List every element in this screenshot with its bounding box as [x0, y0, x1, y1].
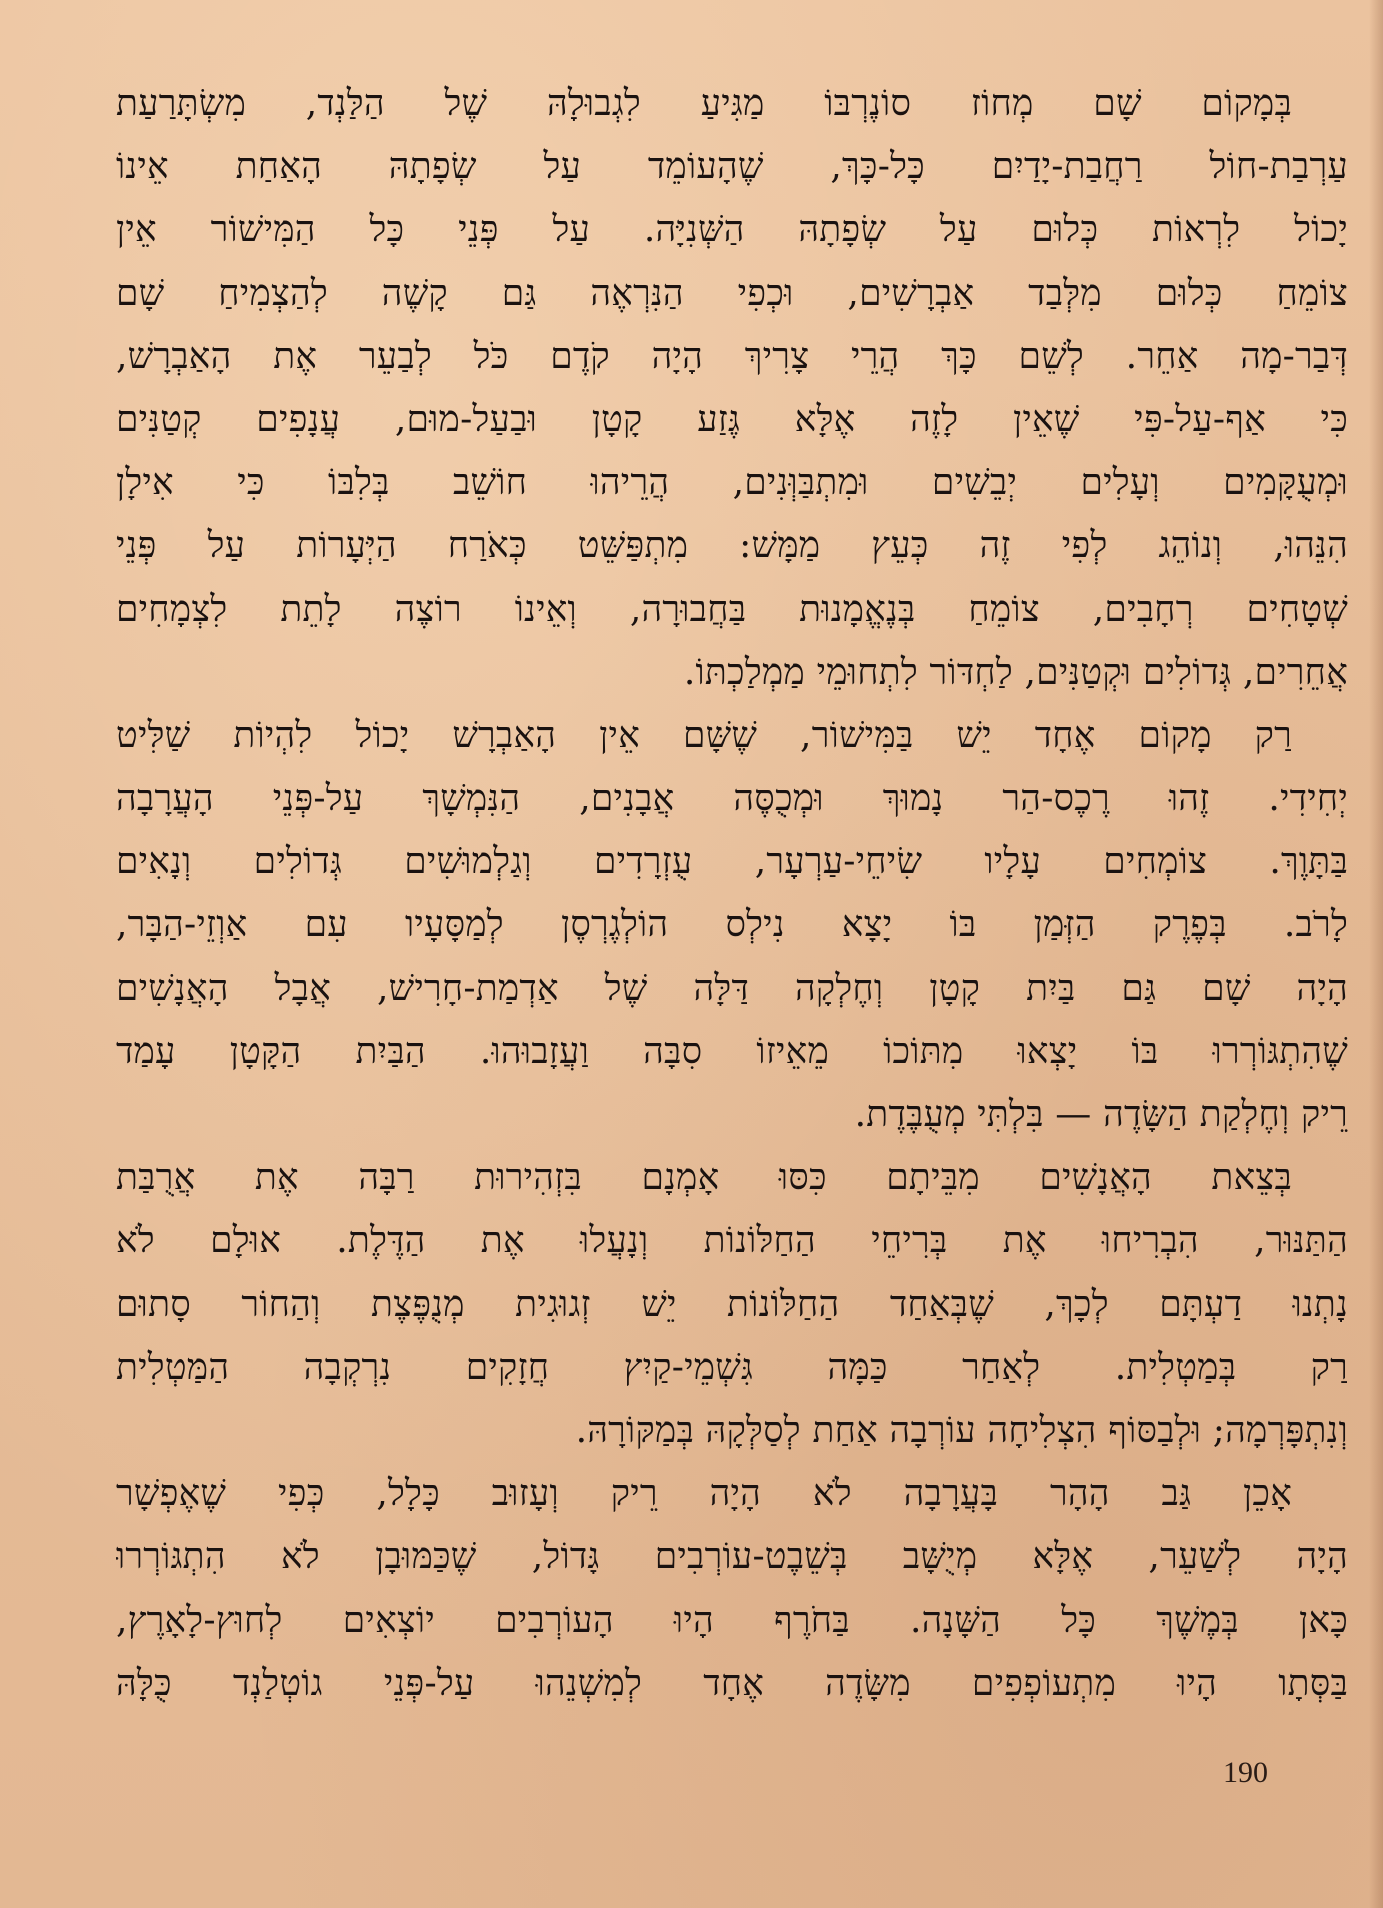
text-line: צוֹמֵחַ כְּלוּם מִלְּבַד אַבְרָשִׁים, וּכְפִי הַנִּרְאֶה גַּם קָשֶׁה לְהַצְמִיחַ שָׁם — [116, 272, 1348, 314]
text-line: בַּתָּוֶךְ. צוֹמְחִים עָלָיו שִׂיחֵי-עַרְעָר, עֻזְרָדִים וְגַלְמוּשִׁים גְּדוֹלִים וְנָאִים — [116, 841, 1348, 883]
text-line: הִנֵּהוּ, וְנוֹהֵג לְפִי זֶה כְּעֵץ מַמָּשׁ: מִתְפַּשֵּׁט כְּאֹרַח הַיְּעָרוֹת עַל פְּנֵי — [116, 525, 1348, 567]
paragraph-4 — [116, 1462, 1348, 1715]
text-line: לָרֹב. בְּפֶרֶק הַזְּמַן בּוֹ יָצָא נִילְס הוֹלְגֶרְסֶן לְמַסָּעָיו עִם אַוְזֵי-הַבָּר, — [116, 904, 1348, 946]
page-number: 190 — [1223, 1756, 1268, 1789]
text-line: שְׁטָחִים רְחָבִים, צוֹמֵחַ בְּנֶאֱמָנוּת בַּחֲבוּרָה, וְאֵינוֹ רוֹצֶה לָתֵת לִצְמָחִים — [116, 588, 1348, 630]
text-line: רֵיק וְחֶלְקַת הַשָּׂדֶה — בִּלְתִּי מְעֻבֶּדֶת. — [854, 1094, 1348, 1135]
text-line: הָיָה שָׁם גַּם בַּיִת קָטָן וְחֶלְקָה דַּלָּה שֶׁל אַדְמַת-חָרִישׁ, אֲבָל הָאֲנָשִׁים — [116, 967, 1348, 1009]
text-line: כָּאן בְּמֶשֶׁךְ כָּל הַשָּׁנָה. בַּחֹרֶף הָיוּ הָעוֹרְבִים יוֹצְאִים לְחוּץ-לָאָרֶץ, — [116, 1599, 1348, 1641]
text-line: כִּי אַף-עַל-פִּי שֶׁאֵין לָזֶה אֶלָּא גֶּזַע קָטָן וּבַעַל-מוּם, עֲנָפִים קְטַנִּים — [116, 398, 1348, 440]
body-text — [116, 72, 1348, 1715]
text-line: אָכֵן גַּב הָהָר בָּעֲרָבָה לֹא הָיָה רֵיק וְעָזוּב כָּלָל, כְּפִי שֶׁאֶפְשָׁר — [116, 1473, 1292, 1515]
paragraph-1 — [116, 72, 1348, 704]
text-line: יָכוֹל לִרְאוֹת כְּלוּם עַל שְׂפָתָהּ הַשְּׁנִיָּה. עַל פְּנֵי כָּל הַמִּישׁוֹר אֵין — [116, 209, 1348, 251]
text-line: רַק מָקוֹם אֶחָד יֵשׁ בַּמִּישׁוֹר, שֶׁשָּׁם אֵין הָאַבְרָשׁ יָכוֹל לִהְיוֹת שַׁלִּיט — [116, 714, 1292, 756]
text-line: וְנִתְפָּרְמָה; וּלְבַסּוֹף הִצְלִיחָה עוֹרְבָה אַחַת לְסַלְּקָהּ בְּמַקּוֹרָהּ. — [575, 1409, 1348, 1451]
text-line: בְּמָקוֹם שָׁם מְחוֹז סוֹנֶרְבּוֹ מַגִּיעַ לִגְבוּלָהּ שֶׁל הַלַּנְד, מִשְׂתָּרַעַת — [116, 83, 1292, 124]
text-line: וּמְעֻקָּמִים וְעָלִים יְבֵשִׁים וּמִתְבַּוְּנִים, הֲרֵיהוּ חוֹשֵׁב בְּלִבּוֹ כִּי אִילָן — [116, 462, 1348, 504]
text-line: שֶׁהִתְגּוֹרְרוּ בּוֹ יָצְאוּ מִתּוֹכוֹ מֵאֵיזוֹ סִבָּה וַעֲזָבוּהוּ. הַבַּיִת הַקָּטָן עָמַד — [116, 1030, 1348, 1072]
text-line: דְּבַר-מָה אַחֵר. לְשֵׁם כָּךְ הֲרֵי צָרִיךְ הָיָה קֹדֶם כֹּל לְבַעֵר אֶת הָאַבְרָשׁ, — [116, 335, 1348, 377]
page-edge-shadow — [1369, 0, 1383, 1908]
text-line: בְּצֵאת הָאֲנָשִׁים מִבֵּיתָם כִּסּוּ אָמְנָם בִּזְהִירוּת רַבָּה אֶת אֲרֻבַּת — [116, 1157, 1292, 1199]
paragraph-3 — [116, 1146, 1348, 1462]
text-line: הַתַּנּוּר, הִבְרִיחוּ אֶת בְּרִיחֵי הַחַלּוֹנוֹת וְנָעֲלוּ אֶת הַדֶּלֶת. אוּלָם לֹא — [116, 1220, 1348, 1262]
paragraph-2 — [116, 704, 1348, 1146]
text-line: אֲחֵרִים, גְּדוֹלִים וּקְטַנִּים, לַחְדּוֹר לִתְחוּמֵי מַמְלַכְתּוֹ. — [683, 651, 1348, 693]
text-line: עַרְבַת-חוֹל רַחֲבַת-יָדַיִם כָּל-כָּךְ, שֶׁהָעוֹמֵד עַל שְׂפָתָהּ הָאַחַת אֵינוֹ — [116, 146, 1348, 188]
text-line: נָתְנוּ דַעְתָּם לְכָךְ, שֶׁבְּאַחַד הַחַלּוֹנוֹת יֵשׁ זְגוּגִית מְנֻפֶּצֶת וְהַחוֹר סָתוּם — [116, 1283, 1348, 1325]
text-line: בַּסְּתָו הָיוּ מִתְעוֹפְפִים מִשָּׂדֶה אֶחָד לְמִשְׁנֵהוּ עַל-פְּנֵי גוֹטְלַנְד כֻּלָּהּ — [116, 1662, 1348, 1704]
text-line: הָיָה לְשַׁעֵר, אֶלָּא מְיֻשָּׁב בְּשֵׁבֶט-עוֹרְבִים גָּדוֹל, שֶׁכַּמּוּבָן לֹא הִתְגּוֹרְרוּ — [116, 1536, 1348, 1578]
text-line: יְחִידִי. זֶהוּ רֶכֶס-הַר נָמוּךְ וּמְכֻסֶּה אֲבָנִים, הַנִּמְשָׁךְ עַל-פְּנֵי הָעֲרָבָה — [116, 778, 1348, 820]
text-line: רַק בְּמַטְלִית. לְאַחַר כַּמָּה גִּשְׁמֵי-קַיִץ חֲזָקִים נִרְקְבָה הַמַּטְלִית — [116, 1346, 1348, 1388]
